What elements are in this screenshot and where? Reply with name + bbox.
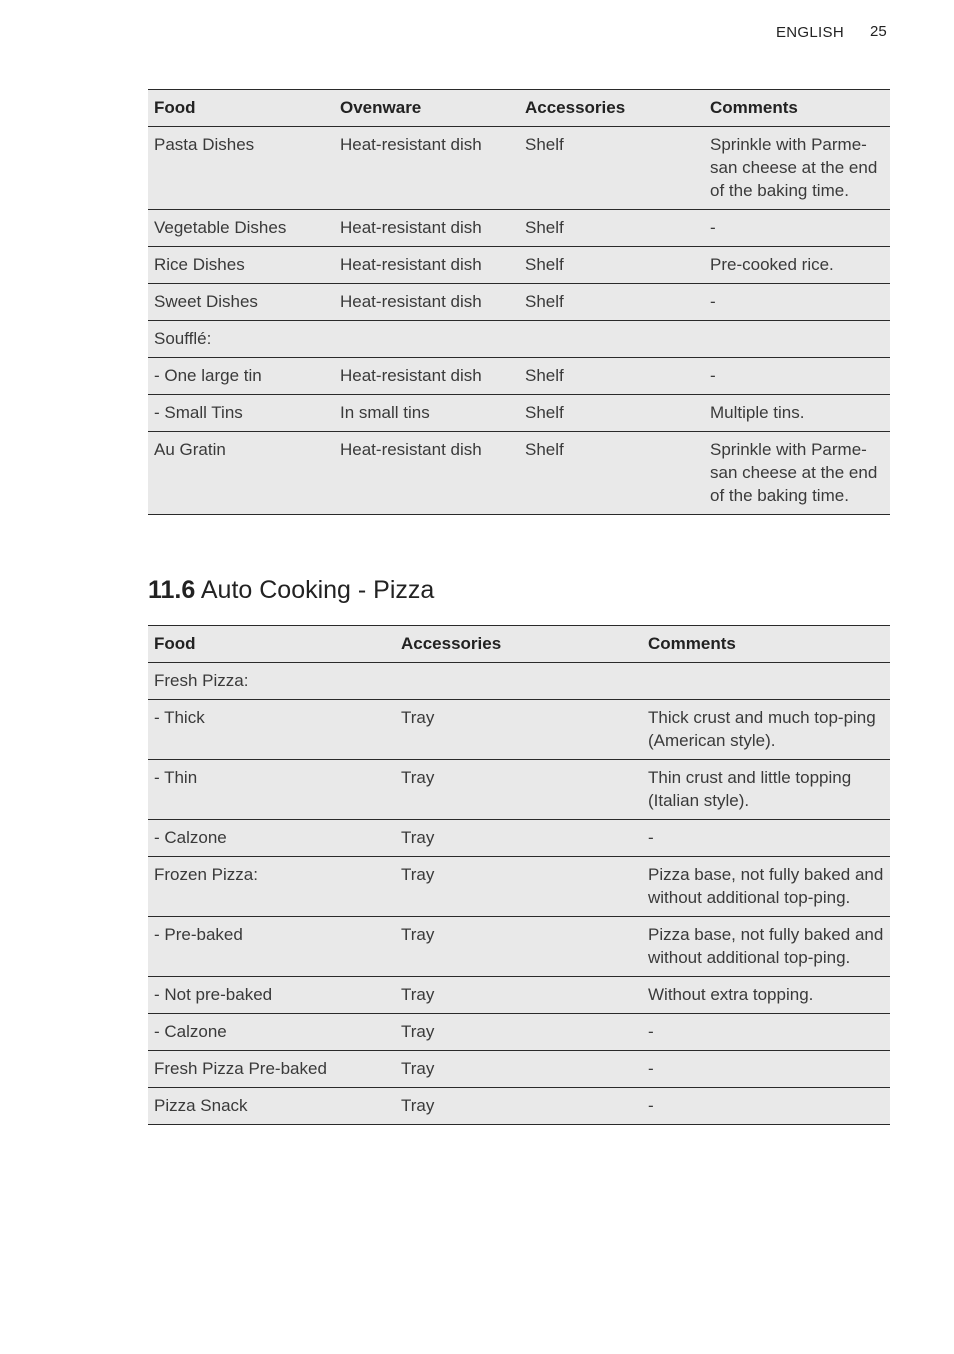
column-header-comments: Comments (704, 90, 890, 127)
cell-comments: Pre-cooked rice. (704, 247, 890, 284)
language-label: ENGLISH (776, 24, 844, 41)
cell-food: Fresh Pizza: (148, 663, 395, 700)
page-number: 25 (870, 23, 887, 40)
cell-comments: Thick crust and much top-ping (American style). (642, 700, 890, 760)
table-row (148, 700, 890, 760)
cell-food: Pasta Dishes (148, 127, 334, 210)
table-row (148, 663, 890, 700)
ovenware-table (148, 89, 890, 515)
column-header-accessories: Accessories (395, 626, 642, 663)
pizza-table (148, 625, 890, 1125)
table-row (148, 1088, 890, 1125)
column-header-food: Food (148, 90, 334, 127)
cell-food: - Calzone (148, 820, 395, 857)
table-row (148, 820, 890, 857)
cell-comments: - (704, 284, 890, 321)
table-row (148, 395, 890, 432)
cell-ovenware: Heat-resistant dish (334, 210, 519, 247)
cell-food: Vegetable Dishes (148, 210, 334, 247)
cell-comments: - (642, 1088, 890, 1125)
cell-accessories: Shelf (519, 127, 704, 210)
column-header-food: Food (148, 626, 395, 663)
table-header-row (148, 626, 890, 663)
cell-ovenware: Heat-resistant dish (334, 127, 519, 210)
cell-ovenware: Heat-resistant dish (334, 358, 519, 395)
cell-ovenware: Heat-resistant dish (334, 432, 519, 515)
table-row (148, 284, 890, 321)
cell-comments: - (642, 1014, 890, 1051)
table-row (148, 247, 890, 284)
cell-comments: - (642, 820, 890, 857)
table-row (148, 977, 890, 1014)
table-row (148, 917, 890, 977)
cell-comments: Sprinkle with Parme-san cheese at the end of the baking time. (704, 127, 890, 210)
column-header-accessories: Accessories (519, 90, 704, 127)
cell-food: - Calzone (148, 1014, 395, 1051)
cell-accessories (519, 321, 704, 358)
cell-accessories: Shelf (519, 358, 704, 395)
table-row (148, 210, 890, 247)
cell-accessories: Tray (395, 1014, 642, 1051)
table-row (148, 358, 890, 395)
cell-accessories: Tray (395, 1088, 642, 1125)
section-number: 11.6 (148, 576, 196, 604)
cell-accessories: Tray (395, 760, 642, 820)
table-row (148, 432, 890, 515)
cell-food: - Thick (148, 700, 395, 760)
cell-comments (704, 321, 890, 358)
table-row (148, 760, 890, 820)
cell-food: Rice Dishes (148, 247, 334, 284)
table-row (148, 1051, 890, 1088)
cell-food: - Pre-baked (148, 917, 395, 977)
cell-ovenware: Heat-resistant dish (334, 284, 519, 321)
table-row (148, 127, 890, 210)
cell-food: - One large tin (148, 358, 334, 395)
cell-comments: Pizza base, not fully baked and without additional top-ping. (642, 917, 890, 977)
cell-comments: - (704, 358, 890, 395)
table-row (148, 1014, 890, 1051)
cell-accessories: Tray (395, 700, 642, 760)
cell-food: Pizza Snack (148, 1088, 395, 1125)
cell-accessories: Shelf (519, 210, 704, 247)
cell-comments: Without extra topping. (642, 977, 890, 1014)
cell-comments: Sprinkle with Parme-san cheese at the end of the baking time. (704, 432, 890, 515)
section-title-text: Auto Cooking - Pizza (200, 576, 435, 604)
cell-ovenware: Heat-resistant dish (334, 247, 519, 284)
cell-accessories: Tray (395, 820, 642, 857)
cell-food: Frozen Pizza: (148, 857, 395, 917)
cell-food: - Small Tins (148, 395, 334, 432)
cell-food: Sweet Dishes (148, 284, 334, 321)
cell-comments: - (642, 1051, 890, 1088)
section-title (148, 574, 434, 606)
cell-accessories: Tray (395, 1051, 642, 1088)
cell-accessories: Shelf (519, 247, 704, 284)
page-header (776, 22, 926, 46)
cell-food: - Thin (148, 760, 395, 820)
cell-accessories: Tray (395, 977, 642, 1014)
cell-accessories: Shelf (519, 395, 704, 432)
cell-comments (642, 663, 890, 700)
cell-comments: Pizza base, not fully baked and without additional top-ping. (642, 857, 890, 917)
cell-ovenware (334, 321, 519, 358)
cell-accessories: Shelf (519, 284, 704, 321)
cell-comments: Multiple tins. (704, 395, 890, 432)
cell-accessories (395, 663, 642, 700)
table-row (148, 857, 890, 917)
table-header-row (148, 90, 890, 127)
cell-food: Au Gratin (148, 432, 334, 515)
cell-comments: Thin crust and little topping (Italian style). (642, 760, 890, 820)
column-header-ovenware: Ovenware (334, 90, 519, 127)
cell-comments: - (704, 210, 890, 247)
cell-food: Soufflé: (148, 321, 334, 358)
cell-accessories: Tray (395, 857, 642, 917)
cell-ovenware: In small tins (334, 395, 519, 432)
cell-accessories: Shelf (519, 432, 704, 515)
cell-food: - Not pre-baked (148, 977, 395, 1014)
cell-food: Fresh Pizza Pre-baked (148, 1051, 395, 1088)
table-row (148, 321, 890, 358)
column-header-comments: Comments (642, 626, 890, 663)
cell-accessories: Tray (395, 917, 642, 977)
